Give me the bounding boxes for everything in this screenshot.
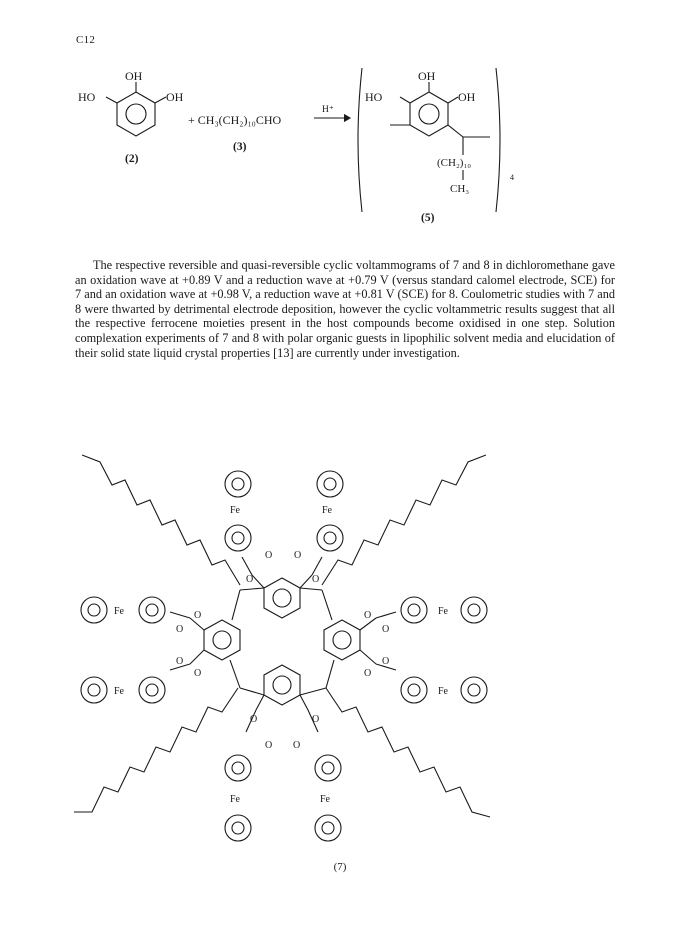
ferrocene-right-upper bbox=[401, 597, 487, 623]
o-label: O bbox=[246, 574, 254, 585]
compound-7-structure bbox=[0, 430, 680, 900]
compound-2-label: (2) bbox=[125, 153, 139, 165]
fe-label: Fe bbox=[438, 686, 448, 697]
ferrocene-bottom-right bbox=[315, 755, 341, 841]
o-label: O bbox=[265, 740, 273, 751]
oh-label: OH bbox=[418, 69, 436, 83]
ferrocene-bottom-left bbox=[225, 755, 251, 841]
o-label: O bbox=[265, 550, 273, 561]
fe-label: Fe bbox=[114, 606, 124, 617]
aldehyde-reagent: + CH₃(CH₂)₁₀CHO bbox=[188, 113, 282, 127]
ferrocene-right-lower bbox=[401, 677, 487, 703]
ho-label: HO bbox=[365, 90, 383, 104]
ferrocene-top-right bbox=[317, 471, 343, 551]
methyl-label: CH₃ bbox=[450, 183, 470, 195]
o-label: O bbox=[250, 714, 258, 725]
ferrocene-left-upper bbox=[81, 597, 165, 623]
o-label: O bbox=[382, 624, 390, 635]
compound-7-label: (7) bbox=[333, 861, 347, 873]
o-label: O bbox=[364, 610, 372, 621]
fe-label: Fe bbox=[320, 794, 330, 805]
oh-label: OH bbox=[166, 90, 184, 104]
compound-5-structure bbox=[365, 69, 514, 224]
body-paragraph bbox=[75, 258, 615, 360]
reaction-scheme bbox=[0, 0, 680, 240]
fe-label: Fe bbox=[230, 794, 240, 805]
catalyst-label: H⁺ bbox=[322, 105, 334, 115]
o-label: O bbox=[382, 656, 390, 667]
fe-label: Fe bbox=[322, 505, 332, 516]
o-label: O bbox=[364, 668, 372, 679]
compound-5-label: (5) bbox=[421, 212, 435, 224]
fe-label: Fe bbox=[230, 505, 240, 516]
o-label: O bbox=[312, 714, 320, 725]
o-label: O bbox=[293, 740, 301, 751]
o-label: O bbox=[176, 624, 184, 635]
oh-label: OH bbox=[458, 90, 476, 104]
compound-2-structure bbox=[78, 69, 184, 165]
oh-label: OH bbox=[125, 69, 143, 83]
compound-3-label: (3) bbox=[233, 141, 247, 153]
ho-label: HO bbox=[78, 90, 96, 104]
o-label: O bbox=[312, 574, 320, 585]
o-label: O bbox=[194, 610, 202, 621]
subscript-4: 4 bbox=[510, 173, 514, 182]
ferrocene-left-lower bbox=[81, 677, 165, 703]
fe-label: Fe bbox=[114, 686, 124, 697]
fe-label: Fe bbox=[438, 606, 448, 617]
o-label: O bbox=[294, 550, 302, 561]
o-label: O bbox=[194, 668, 202, 679]
ferrocene-top-left bbox=[225, 471, 251, 551]
page-id: C12 bbox=[76, 34, 96, 46]
chain-label: (CH₂)₁₀ bbox=[437, 157, 472, 169]
paragraph-text: The respective reversible and quasi-reversible cyclic voltammograms of 7 and 8 in dichloromethane gave an oxidation wave at +0.89 V and a reduction wave at +0.79 V (versus standard calomel electrode, SCE) for 7 and an oxidation wave at +0.98 V, a reduction wave at +0.81 V (SCE) for 8. Coulometric studies with 7 and 8 were thwarted by detrimental electrode deposition, however the cyclic voltammetric results suggest that all the respective ferrocene moieties present in the host compounds become oxidised in one step. Solution complexation experiments of 7 and 8 with polar organic guests in lipophilic solvent media and elucidation of their solid state liquid crystal properties [13] are currently under investigation. bbox=[75, 258, 615, 360]
o-label: O bbox=[176, 656, 184, 667]
